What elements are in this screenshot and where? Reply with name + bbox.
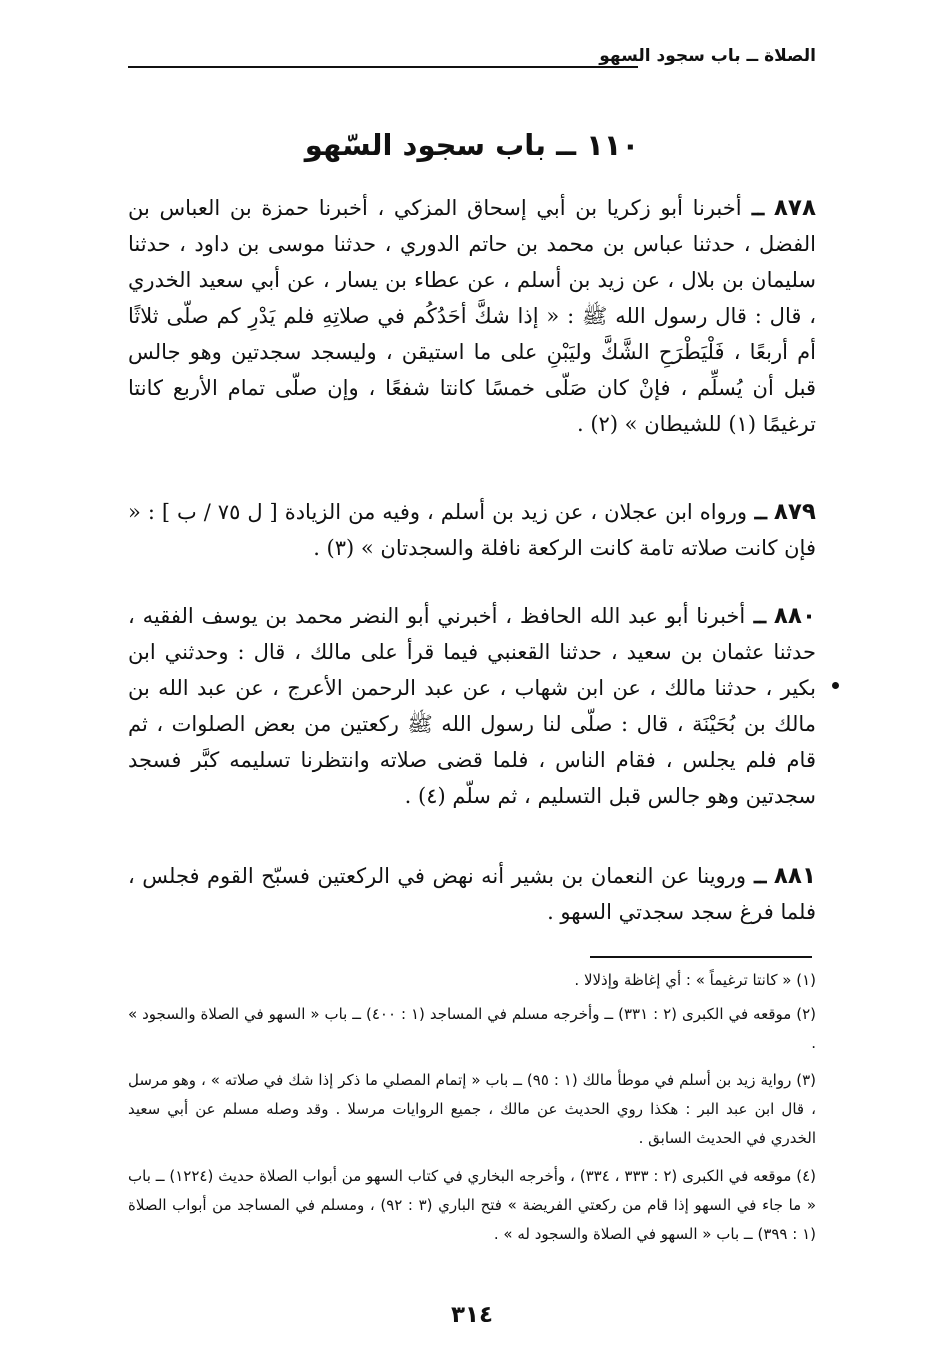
hadith-text: ورواه ابن عجلان ، عن زيد بن أسلم ، وفيه من الزيادة [ ل ٧٥ / ب ] : « فإن كانت صلاته تامة كانت الركعة نافلة والسجدتان » (٣) . xyxy=(128,500,816,560)
hadith-number: ٨٨٠ xyxy=(773,603,816,629)
footnote-2: (٢) موقعه في الكبرى (٢ : ٣٣١) ــ وأخرجه مسلم في المساجد (١ : ٤٠٠) ــ باب « السهو في الصلاة والسجود » . xyxy=(128,1005,817,1052)
footnote-3: (٣) رواية زيد بن أسلم في موطأ مالك (١ : ٩٥) ــ باب « إتمام المصلي ما ذكر إذا شك في صلاته » ، وهو مرسل ، قال ابن عبد البر : هكذا روي الحديث عن مالك ، جميع الروايات مرسلا . وقد وصله مسلم عن أبي سعيد الخدري في الحديث السابق . xyxy=(128,1071,816,1147)
header-rule xyxy=(128,66,638,68)
hadith-number: ٨٨١ xyxy=(773,863,816,889)
page-number: ٣١٤ xyxy=(450,1302,494,1328)
footnote-1: (١) « كانتا ترغيماً » : أي إغاظة وإذلالا . xyxy=(574,971,816,989)
hadith-text: أخبرنا أبو عبد الله الحافظ ، أخبرني أبو النضر محمد بن يوسف الفقيه ، حدثنا عثمان بن سعيد ، حدثنا القعنبي فيما قرأ على مالك ، قال : وحدثني ابن بكير ، حدثنا مالك ، عن ابن شهاب ، عن عبد الرحمن الأعرج ، عن عبد الله بن مالك بن بُحَيْنَة ، قال : صلّى لنا رسول الله ﷺ ركعتين من بعض الصلوات ، ثم قام فلم يجلس ، فقام الناس ، فلما قضى صلاته وانتظرنا تسليمه كبَّر فسجد سجدتين وهو جالس قبل التسليم ، ثم سلّم (٤) . xyxy=(128,604,816,808)
hadith-text: وروينا عن النعمان بن بشير أنه نهض في الركعتين فسبّح القوم فجلس ، فلما فرغ سجد سجدتي السهو . xyxy=(128,864,816,924)
hadith-880 xyxy=(128,598,816,814)
number-dash: ــ xyxy=(745,603,767,628)
hadith-879 xyxy=(128,494,816,566)
number-dash: ــ xyxy=(745,863,767,888)
hadith-881 xyxy=(128,858,816,930)
hadith-number: ٨٧٨ xyxy=(773,195,816,221)
number-dash: ــ xyxy=(741,195,765,220)
hadith-number: ٨٧٩ xyxy=(773,499,816,525)
running-head: الصلاة ــ باب سجود السهو xyxy=(599,46,816,66)
footnote-rule xyxy=(590,956,812,958)
margin-marker xyxy=(832,682,839,689)
chapter-title: ١١٠ ــ باب سجود السّهو xyxy=(304,128,640,162)
hadith-text: أخبرنا أبو زكريا بن أبي إسحاق المزكي ، أخبرنا حمزة بن العباس بن الفضل ، حدثنا عباس بن محمد بن حاتم الدوري ، حدثنا موسى بن داود ، حدثنا سليمان بن بلال ، عن زيد بن أسلم ، عن عطاء بن يسار ، عن أبي سعيد الخدري ، قال : قال رسول الله ﷺ : « إذا شكَّ أحَدُكُم في صلاتِهِ فلم يَدْرِ كم صلّى ثلاثًا أم أربعًا ، فَلْيَطْرَحِ الشَّكَّ وليَبْنِ على ما استيقن ، وليسجد سجدتين وهو جالس قبل أن يُسلِّم ، فإنْ كان صَلّى خمسًا كانتا شفعًا ، وإن صلّى تمام الأربع كانتا ترغيمًا (١) للشيطان » (٢) . xyxy=(128,196,816,436)
number-dash: ــ xyxy=(746,499,767,524)
footnote-4: (٤) موقعه في الكبرى (٢ : ٣٣٣ ، ٣٣٤) ، وأخرجه البخاري في كتاب السهو من أبواب الصلاة حديث (١٢٢٤) ــ باب « ما جاء في السهو إذا قام من ركعتي الفريضة » فتح الباري (٣ : ٩٢) ، ومسلم في المساجد من أبواب الصلاة (١ : ٣٩٩) ــ باب « السهو في الصلاة والسجود له » . xyxy=(128,1167,817,1243)
hadith-878 xyxy=(128,190,816,442)
